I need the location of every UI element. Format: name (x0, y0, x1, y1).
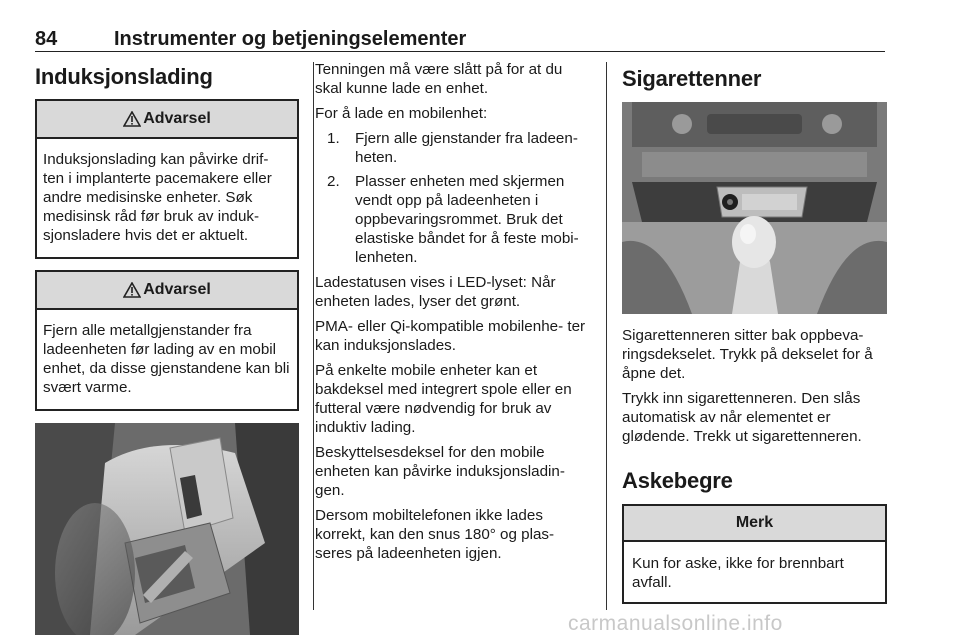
note-box (622, 504, 887, 604)
step-number: 2. (327, 173, 340, 190)
warning-box-1 (35, 99, 299, 259)
paragraph: Beskyttelsesdeksel for den mobile enheten kan påvirke induksjonsladin- gen. (315, 444, 565, 499)
paragraph: PMA- eller Qi-kompatible mobilenhe- ter kan induksjonslades. (315, 318, 586, 354)
paragraph: Tenningen må være slått på for at du skal kunne lade en enhet. (315, 61, 563, 97)
section-heading-lighter: Sigarettenner (622, 66, 762, 91)
paragraph: Dersom mobiltelefonen ikke lades korrekt, kan den snus 180° og plas- seres på ladeenheten igjen. (315, 507, 555, 562)
figure-cigarette-lighter (622, 102, 887, 314)
note-text: Kun for aske, ikke for brennbart avfall. (632, 555, 844, 591)
lighter-illustration (622, 102, 887, 314)
paragraph: For å lade en mobilenhet: (315, 105, 488, 122)
column-3 (622, 60, 887, 604)
list-item (315, 172, 592, 267)
paragraph: Ladestatusen vises i LED-lyset: Når enheten lades, lyser det grønt. (315, 274, 556, 310)
warning-triangle-icon (123, 111, 141, 127)
warning-header (37, 272, 297, 310)
page-header (35, 28, 885, 52)
console-charger-illustration (35, 423, 299, 635)
paragraph: Sigarettenneren sitter bak oppbeva- ringsdekselet. Trykk på dekselet for å åpne det. (622, 327, 873, 382)
warning-text: Induksjonslading kan påvirke drif- ten i implanterte pacemakere eller andre medisinske enheter. Søk medisinsk råd før bruk av induk- sjonsladere hvis det er aktuelt. (43, 151, 272, 244)
warning-triangle-icon (123, 282, 141, 298)
step-number: 1. (327, 130, 340, 147)
warning-box-2 (35, 270, 299, 411)
running-title: Instrumenter og betjeningselementer (114, 28, 467, 50)
section-heading-induction: Induksjonslading (35, 64, 213, 89)
column-1 (35, 60, 299, 635)
warning-header (37, 101, 297, 139)
note-header: Merk (624, 506, 885, 542)
paragraph: På enkelte mobile enheter kan et bakdeksel med integrert spole eller en futteral være nødvendig for bruk av induktiv lading. (315, 362, 572, 436)
warning-title: Advarsel (143, 281, 211, 298)
list-item (315, 129, 592, 167)
steps-list (315, 129, 592, 267)
watermark: carmanualsonline.info (568, 612, 783, 635)
column-2 (313, 60, 592, 569)
page-number: 84 (35, 28, 58, 50)
paragraph: Trykk inn sigarettenneren. Den slås automatisk av når elementet er glødende. Trekk ut sigarettenneren. (622, 390, 862, 445)
figure-wireless-charger (35, 423, 299, 635)
warning-title: Advarsel (143, 110, 211, 127)
section-heading-ashtray: Askebegre (622, 468, 733, 493)
step-text: Plasser enheten med skjermen vendt opp på ladeenheten i oppbevaringsrommet. Bruk det elastiske båndet for å feste mobi- lenheten. (355, 173, 579, 266)
step-text: Fjern alle gjenstander fra ladeen- heten. (355, 130, 578, 166)
warning-text: Fjern alle metallgjenstander fra ladeenheten før lading av en mobil enhet, da disse gjenstandene kan bli svært varme. (43, 322, 290, 396)
column-divider-2 (606, 62, 607, 610)
